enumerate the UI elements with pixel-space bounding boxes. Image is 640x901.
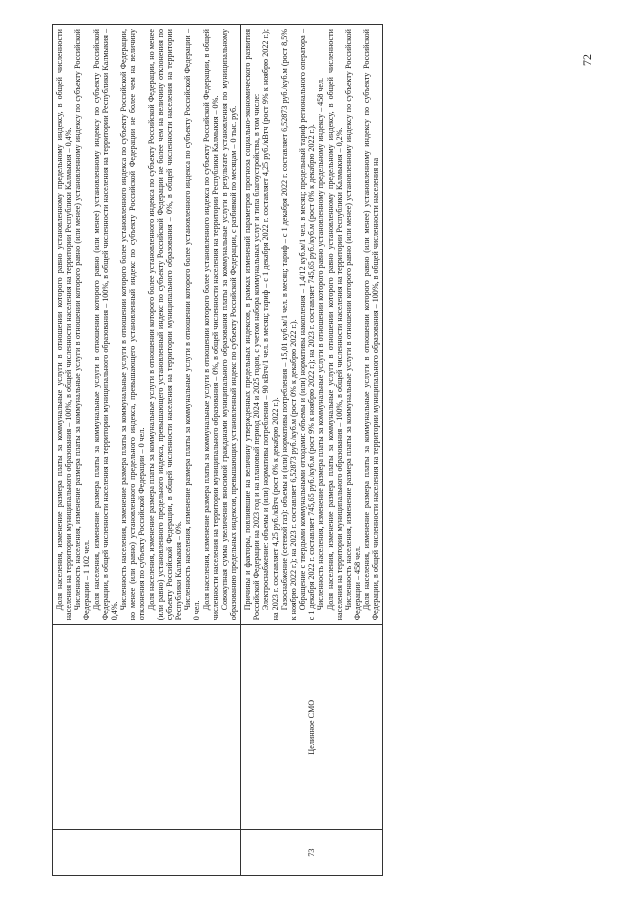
table-row	[241, 25, 383, 876]
paragraph: Доля населения, изменение размера платы за коммунальные услуги в отношении которого более установленного индекса по субъекту Российской Федерации, в общей численности населения на территории муниципального образования – 0%, в общей численности населения на территории Республики Калмыкия – 0%.	[201, 29, 220, 621]
paragraph: Численность населения, изменение размера платы за коммунальные услуги в отношении которого более установленного индекса по субъекту Российской Федерации – 0 чел.	[183, 29, 202, 621]
paragraph: Численность населения, изменение размера платы за коммунальные услуги в отношении которого равно (или менее) установленному индексу по субъекту Российской Федерации – 458 чел.	[343, 29, 362, 621]
paragraph: Совокупная сумма увеличения вносимой гражданами муниципального образования платы за коммунальные услуги в результате установления по муниципальному образованию предельных индексов, превышающих установленный индекс по субъекту Российской Федерации, с разбивкой по месяцам – 0 тыс. руб.	[219, 29, 238, 621]
description-cell	[53, 25, 241, 625]
description-cell	[241, 25, 383, 625]
paragraph: Численность населения, изменение размера платы за коммунальные услуги в отношении которого равно установленному предельному индексу – 458 чел.	[316, 77, 326, 611]
paragraph: Электроснабжение: объемы и (или) нормативы потребления – 90 кВтч/1 чел. в месяц; тариф – с 1 декабря 2022 г. составляет 4,25 руб./кВтч (рост 9% к ноябрю 2022 г.); на 2023 г. составляет 4,25 руб./кВтч (рост 0% к декабрю 2022 г.).	[261, 29, 280, 621]
page-number: 72	[580, 54, 594, 66]
paragraph: Численность населения, изменение размера платы за коммунальные услуги в отношении которого более установленного индекса по субъекту Российской Федерации, но менее (или равно) установленного предельного индекса, превышающего установленный индекс по субъекту Российской Федерации не более чем на величину отклонения по субъекту Российской Федерации – 0 чел.	[119, 29, 147, 621]
paragraph: Газоснабжение (сетевой газ): объемы и (или) нормативы потребления – 15,01 куб.м/1 чел. в месяц; тариф – с 1 декабря 2022 г. составляет 6,52873 руб./куб.м (рост 8,5% к ноябрю 2022 г.); на 2023 г. составляет 6,52873 руб./куб.м (рост 0% к декабрю 2022 г.).	[279, 29, 298, 621]
row-number-cell	[53, 830, 241, 876]
row-number-cell: 73	[241, 830, 383, 876]
paragraph: Обращение с твердыми коммунальными отходами: объемы и (или) нормативы накопления – 1,4/12 куб.м/1 чел. в месяц; предельный тариф регионального оператора – с 1 декабря 2022 г. составляет 745,65 руб./куб.м (рост 9% к ноябрю 2022 г.); на 2023 г. составляет 745,65 руб./куб.м (рост 0% к декабрю 2022 г.).	[298, 29, 317, 621]
paragraph: Доля населения, изменение размера платы за коммунальные услуги в отношении которого равно установленному предельному индексу, в общей численности населения на территории муниципального образования – 100%, в общей численности населения на территории Республики Калмыкия – 0,4%.	[55, 29, 74, 621]
paragraph: Доля населения, изменение размера платы за коммунальные услуги в отношении которого равно (или менее) установленному индексу по субъекту Российской Федерации, в общей численности населения на территории муниципального образования – 100%, в общей численности населения на территории Республики Калмыкия – 0,4%.	[91, 29, 119, 621]
paragraph: Причины и факторы, повлиявшие на величину утвержденных предельных индексов, в рамках изменений параметров прогноза социально-экономического развития Российской Федерации на 2023 год и на плановый период 2024 и 2025 годов, с учетом набора коммунальных услуг и типа благоустройства, в том числе:	[243, 29, 262, 621]
paragraph: Доля населения, изменение размера платы за коммунальные услуги в отношении которого равно (или менее) установленному индексу по субъекту Российской Федерации, в общей численности населения на территории муниципального образования – 100%, в общей численности населения на	[362, 29, 381, 621]
municipality-name-cell: Целинное СМО	[241, 625, 383, 830]
municipality-name-cell	[53, 625, 241, 830]
data-table	[52, 24, 383, 876]
table-row	[53, 25, 241, 876]
paragraph: Доля населения, изменение размера платы за коммунальные услуги в отношении которого равно установленному предельному индексу, в общей численности населения на территории муниципального образования – 100%, в общей численности населения на территории Республики Калмыкия – 0,2%.	[325, 29, 344, 621]
paragraph: Численность населения, изменение размера платы за коммунальные услуги в отношении которого равно (или менее) установленному индексу по субъекту Российской Федерации – 1 102 чел.	[73, 29, 92, 621]
paragraph: Доля населения, изменение размера платы за коммунальные услуги в отношении которого более установленного индекса по субъекту Российской Федерации, но менее (или равно) установленного предельного индекса, превышающего установленный индекс по субъекту Российской Федерации не более чем на величину отклонения по субъекту Российской Федерации, в общей численности населения на территории муниципального образования – 0%, в общей численности населения на территории Республики Калмыкия – 0%.	[146, 29, 184, 621]
